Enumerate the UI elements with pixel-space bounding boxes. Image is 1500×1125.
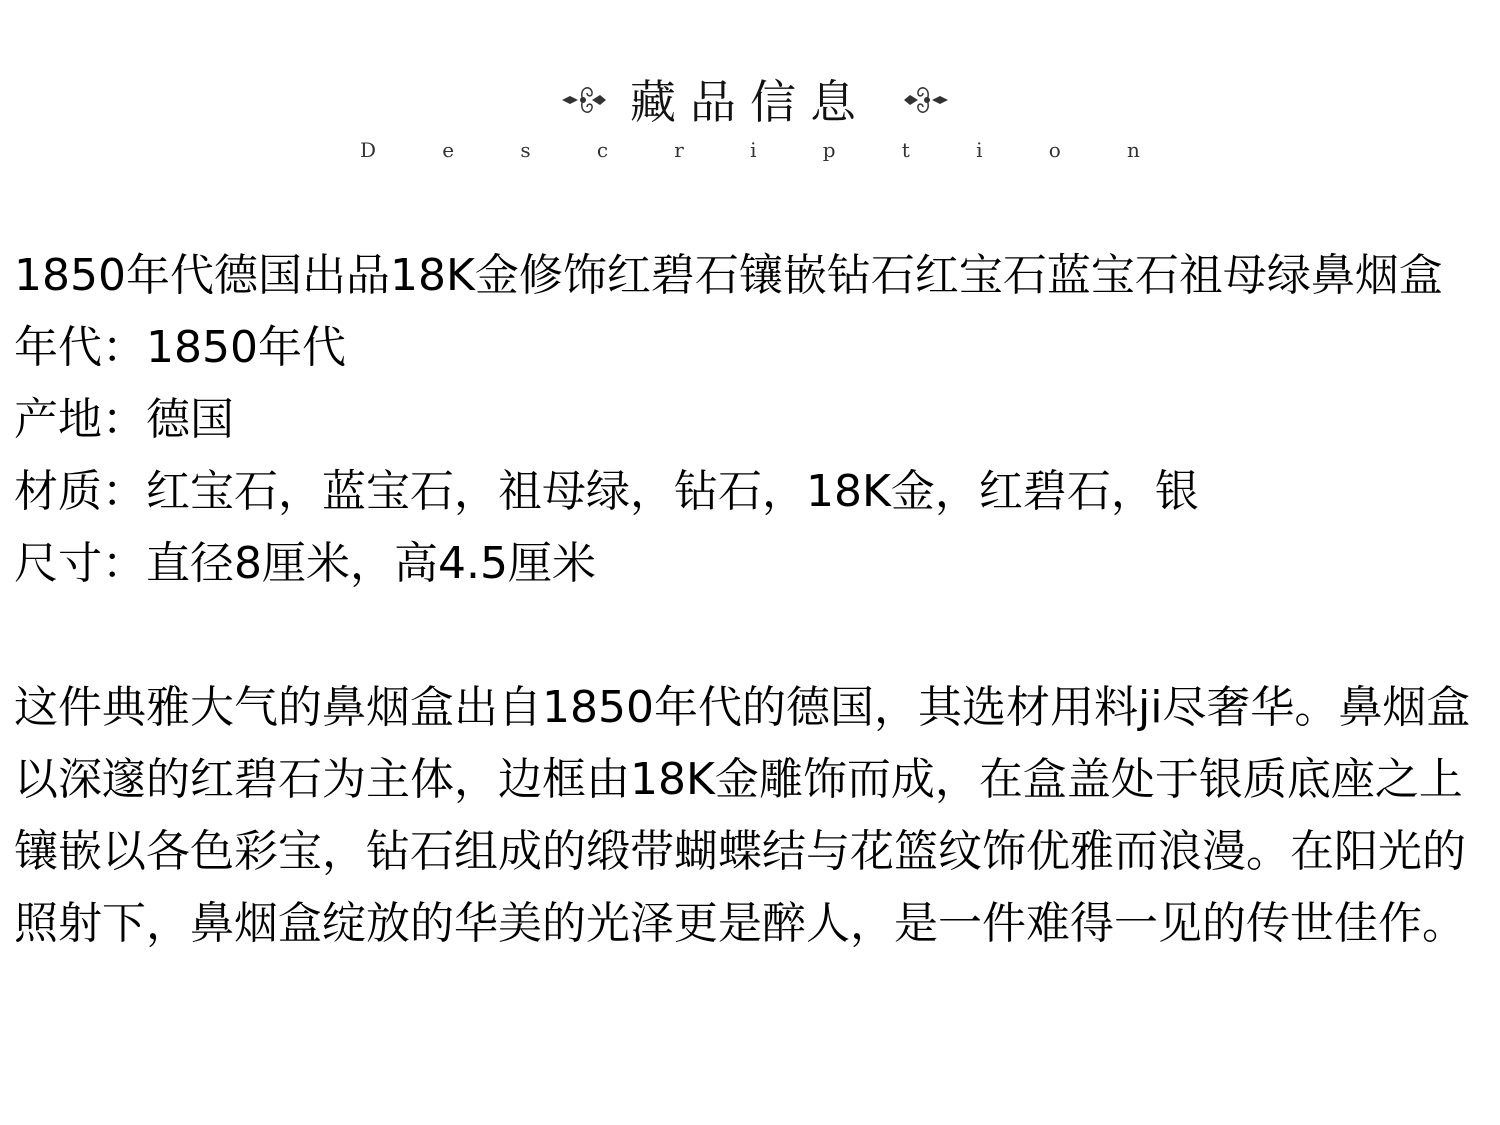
- section-subtitle-description: [360, 138, 1140, 162]
- item-material: 材质：红宝石，蓝宝石，祖母绿，钻石，18K金，红碧石，银: [14, 466, 1199, 517]
- subtitle-letter: D: [360, 138, 377, 162]
- item-size: 尺寸：直径8厘米，高4.5厘米: [14, 538, 596, 589]
- subtitle-letter: i: [976, 138, 983, 162]
- item-details: [14, 240, 1486, 960]
- subtitle-letter: p: [822, 138, 836, 162]
- item-title: 1850年代德国出品18K金修饰红碧石镶嵌钻石红宝石蓝宝石祖母绿鼻烟盒: [14, 250, 1443, 301]
- subtitle-letter: s: [520, 138, 531, 162]
- paragraph-spacer: [14, 600, 1486, 672]
- right-flourish-ornament-icon: [890, 78, 1210, 128]
- subtitle-letter: c: [596, 138, 609, 162]
- section-header: [0, 0, 1500, 190]
- subtitle-letter: n: [1126, 138, 1140, 162]
- subtitle-letter: e: [442, 138, 455, 162]
- item-description: 这件典雅大气的鼻烟盒出自1850年代的德国，其选材用料ji尽奢华。鼻烟盒以深邃的红碧石为主体，边框由18K金雕饰而成，在盒盖处于银质底座之上镶嵌以各色彩宝，钻石组成的缎带蝴蝶结与花篮纹饰优雅而浪漫。在阳光的照射下，鼻烟盒绽放的华美的光泽更是醉人，是一件难得一见的传世佳作。: [14, 682, 1471, 949]
- item-era: 年代：1850年代: [14, 322, 346, 373]
- subtitle-letter: r: [674, 138, 684, 162]
- subtitle-letter: t: [901, 138, 910, 162]
- subtitle-letter: o: [1048, 138, 1061, 162]
- item-origin: 产地：德国: [14, 394, 234, 445]
- left-flourish-ornament-icon: [300, 78, 620, 128]
- subtitle-letter: i: [750, 138, 757, 162]
- section-title: 藏品信息: [630, 75, 870, 129]
